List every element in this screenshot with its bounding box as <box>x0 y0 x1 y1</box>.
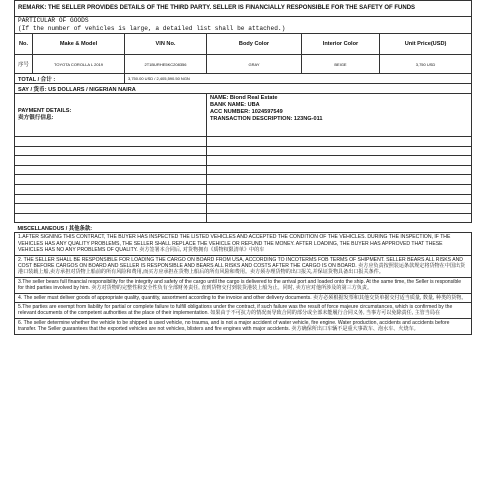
row-vin: 2T1BURHE5KC208356 <box>125 55 207 74</box>
total-row <box>15 74 472 84</box>
col-body-color: Body Color <box>207 34 302 55</box>
col-no: No. <box>15 34 33 55</box>
blank-row <box>15 146 472 156</box>
remark-text: REMARK: THE SELLER PROVIDES DETAILS OF THE THIRD PARTY. SELLER IS FINANCIALLY RESPONSIBLE FOR THE SAFETY OF FUNDS <box>15 1 472 17</box>
bank-name: BANK NAME: UBA <box>210 102 260 108</box>
clause-row <box>15 255 472 277</box>
row-body-color: GRAY <box>207 55 302 74</box>
blank-row <box>15 194 472 204</box>
total-label: TOTAL / 合计 : <box>15 74 125 84</box>
table-row <box>15 55 472 74</box>
miscellaneous-title: MISCELLANEOUS / 其他条款: <box>17 225 93 232</box>
payment-details-row <box>15 94 472 137</box>
blank-row <box>15 213 472 223</box>
clause-4: 4. The seller must deliver goods of appropriate quality, quantity, assortment according to the invoice and other delivery documents. 卖方必须根据发票和其他交货单据交付适当质量, 数量, 种类的货物。 <box>15 293 472 302</box>
clause-3: 3.The seller bears full financial responsibility for the integrity and safety of the cargo until the cargo is delivered to the arrival port and loaded onto the ship. At the same time, the Seller is responsible for third parties involved by him. 卖方对货物的完整性和安全性负有全部财务责任, 直到货物交付到装货港装上船为止。同时, 卖方应对他所涉及的第三方负责。 <box>15 277 472 293</box>
blank-row <box>15 204 472 214</box>
clause-6: 6. The seller determine whether the vehicle to be shipped is used vehicle, no trauma, and is not a major accident of water vehicle, fire engine. Water production, accidents and accidents before transfer. The Seller guarantees that the exported vehicles are not vehicles, blisters and fire engines with major accidents. 卖方确保所出口车辆不是重大事故车、泡水车、火烧车。 <box>15 318 472 334</box>
payment-details-label-cell <box>15 94 207 137</box>
particular-note: (If the number of vehicles is large, a detailed list shall be attached.) <box>18 25 286 32</box>
clause-1: 1.AFTER SIGNING THIS CONTRACT, THE BUYER HAS INSPECTED THE LISTED VEHICLES AND ACCEPTED THE CONDITION OF THE VEHICLES. DURING THE INSPECTION, IF THE VEHICLES HAS ANY QUALITY PROBLEMS, THE SELLER SHALL REPLACE THE VEHICLE OR REFUND THE MONEY. AFTER LOADING, THE BUYER HAS APPROVED THAT THESE VEHICLES HAS NO ANY PROBLEMS OF QUALITY. 卖方签署本合同后, 对货物拥有《质物权限清单》中的车 <box>15 233 472 255</box>
clause-2: 2. THE SELLER SHALL BE RESPONSIBLE FOR LOADING THE CARGO ON BOARD FROM USA, ACCORDING TO INCOTERMS FOB TERMS OF SHIPMENT. SELLER BEARS ALL RISKS AND COST BEFORE CARGOS ON BOARD AND SELLER IS RESPONSIBLE AND BEARS ALL RISKS AND COSTS AFTER THE CARGO IS ON BOARD. 卖方应负责按照装运条款规定将货物在中国出货港口装载上船,卖方承担对货物上船前的所有风险和费用,而买方应承担在货物上船后的所有风险和费用。卖方须办理货物的出口报关,并保证货物具备出口报关条件。 <box>15 255 472 277</box>
col-unit-price: Unit Price(USD) <box>380 34 472 55</box>
transaction-description: TRANSACTION DESCRIPTION: 123NG-011 <box>210 116 323 122</box>
col-make-model: Make & Model <box>33 34 125 55</box>
payment-details-label: PAYMENT DETAILS: <box>18 108 72 114</box>
contract-table <box>14 0 472 335</box>
particular-heading: PARTICULAR OF GOODS <box>18 17 89 24</box>
say-currency: SAY / 货币: US DOLLARS / NIGERIAN NAIRA <box>15 84 472 94</box>
bank-account-name: NAME: Biond Real Estate <box>210 95 278 101</box>
clause-row <box>15 303 472 319</box>
clause-row <box>15 277 472 293</box>
clause-row <box>15 293 472 302</box>
column-header-row <box>15 34 472 55</box>
total-value: 3,750.00 USD / 2,405,590.50 NGN <box>125 74 472 84</box>
blank-row <box>15 184 472 194</box>
row-make-model: TOYOTA COROLLA L 2019 <box>33 55 125 74</box>
blank-row <box>15 156 472 166</box>
bank-account-number: ACC NUMBER: 1024597549 <box>210 109 283 115</box>
blank-row <box>15 137 472 147</box>
miscellaneous-title-row <box>15 223 472 233</box>
row-interior-color: BEIGE <box>302 55 380 74</box>
clause-row <box>15 318 472 334</box>
bank-details-cell <box>207 94 472 137</box>
blank-row <box>15 175 472 185</box>
say-row <box>15 84 472 94</box>
col-interior-color: Interior Color <box>302 34 380 55</box>
row-unit-price: 3,750 USD <box>380 55 472 74</box>
clause-row <box>15 233 472 255</box>
col-vin: VIN No. <box>125 34 207 55</box>
sales-contract-document <box>14 0 471 335</box>
particular-of-goods-cell <box>15 17 472 34</box>
clause-5: 5.The parties are exempt from liability for partial or complete failure to fulfill obligations under the contract, if such failure was the result of force majeure circumstances, which is confirmed by the relevant documents of the competent authorities at the place of their implementation. 如果由于不可抗力的情况而导致合同的部分或全部未能履行合同义务, 当事方可以免除责任, 主管当局在 <box>15 303 472 319</box>
row-no: 序号 <box>15 55 33 74</box>
payment-details-label-cn: 卖方银行信息: <box>18 115 54 121</box>
blank-row <box>15 165 472 175</box>
